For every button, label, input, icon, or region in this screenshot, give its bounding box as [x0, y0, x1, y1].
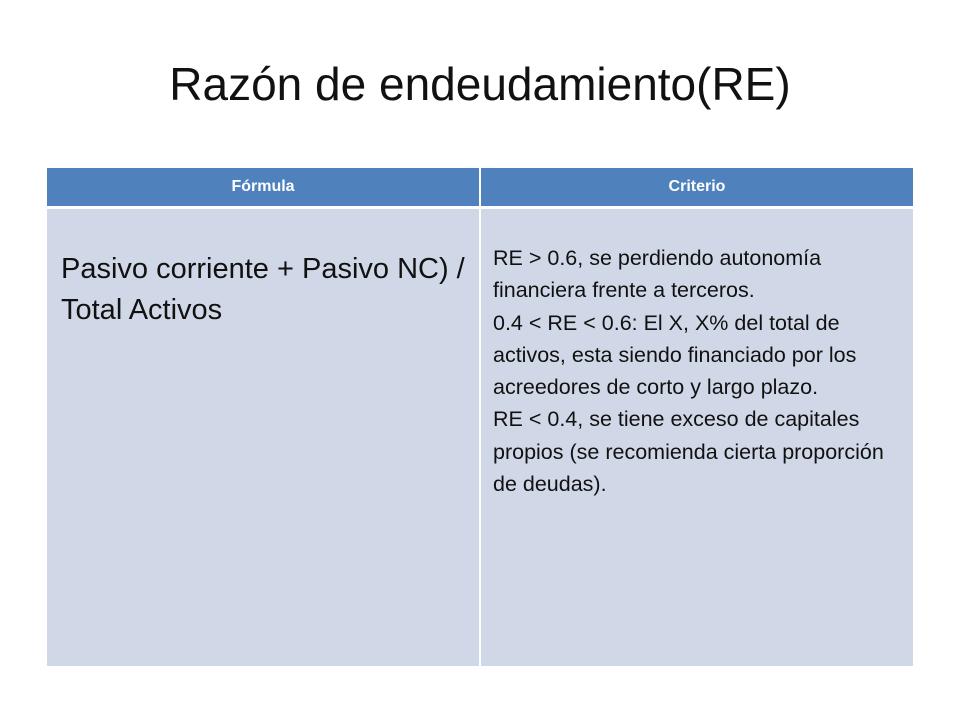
- formula-cell: [47, 208, 480, 667]
- criteria-item-mid: 0.4 < RE < 0.6: El X, X% del total de activos, esta siendo financiado por los acreedores de corto y largo plazo.: [493, 310, 857, 399]
- criteria-item-high: RE > 0.6, se perdiendo autonomía financiera frente a terceros.: [493, 246, 822, 303]
- formula-column-header: Fórmula: [47, 168, 480, 208]
- formula-text: Pasivo corriente + Pasivo NC) / Total Activos: [61, 253, 465, 327]
- slide-title: Razón de endeudamiento(RE): [169, 58, 791, 110]
- criteria-table-container: [47, 168, 913, 666]
- criteria-list: [481, 209, 913, 500]
- criteria-column-header: Criterio: [480, 168, 913, 208]
- criteria-cell: [480, 208, 913, 667]
- criteria-table: [47, 168, 913, 666]
- criteria-item-low: RE < 0.4, se tiene exceso de capitales propios (se recomienda cierta proporción de deudas).: [493, 407, 884, 496]
- table-row: [47, 208, 913, 667]
- table-header-row: [47, 168, 913, 208]
